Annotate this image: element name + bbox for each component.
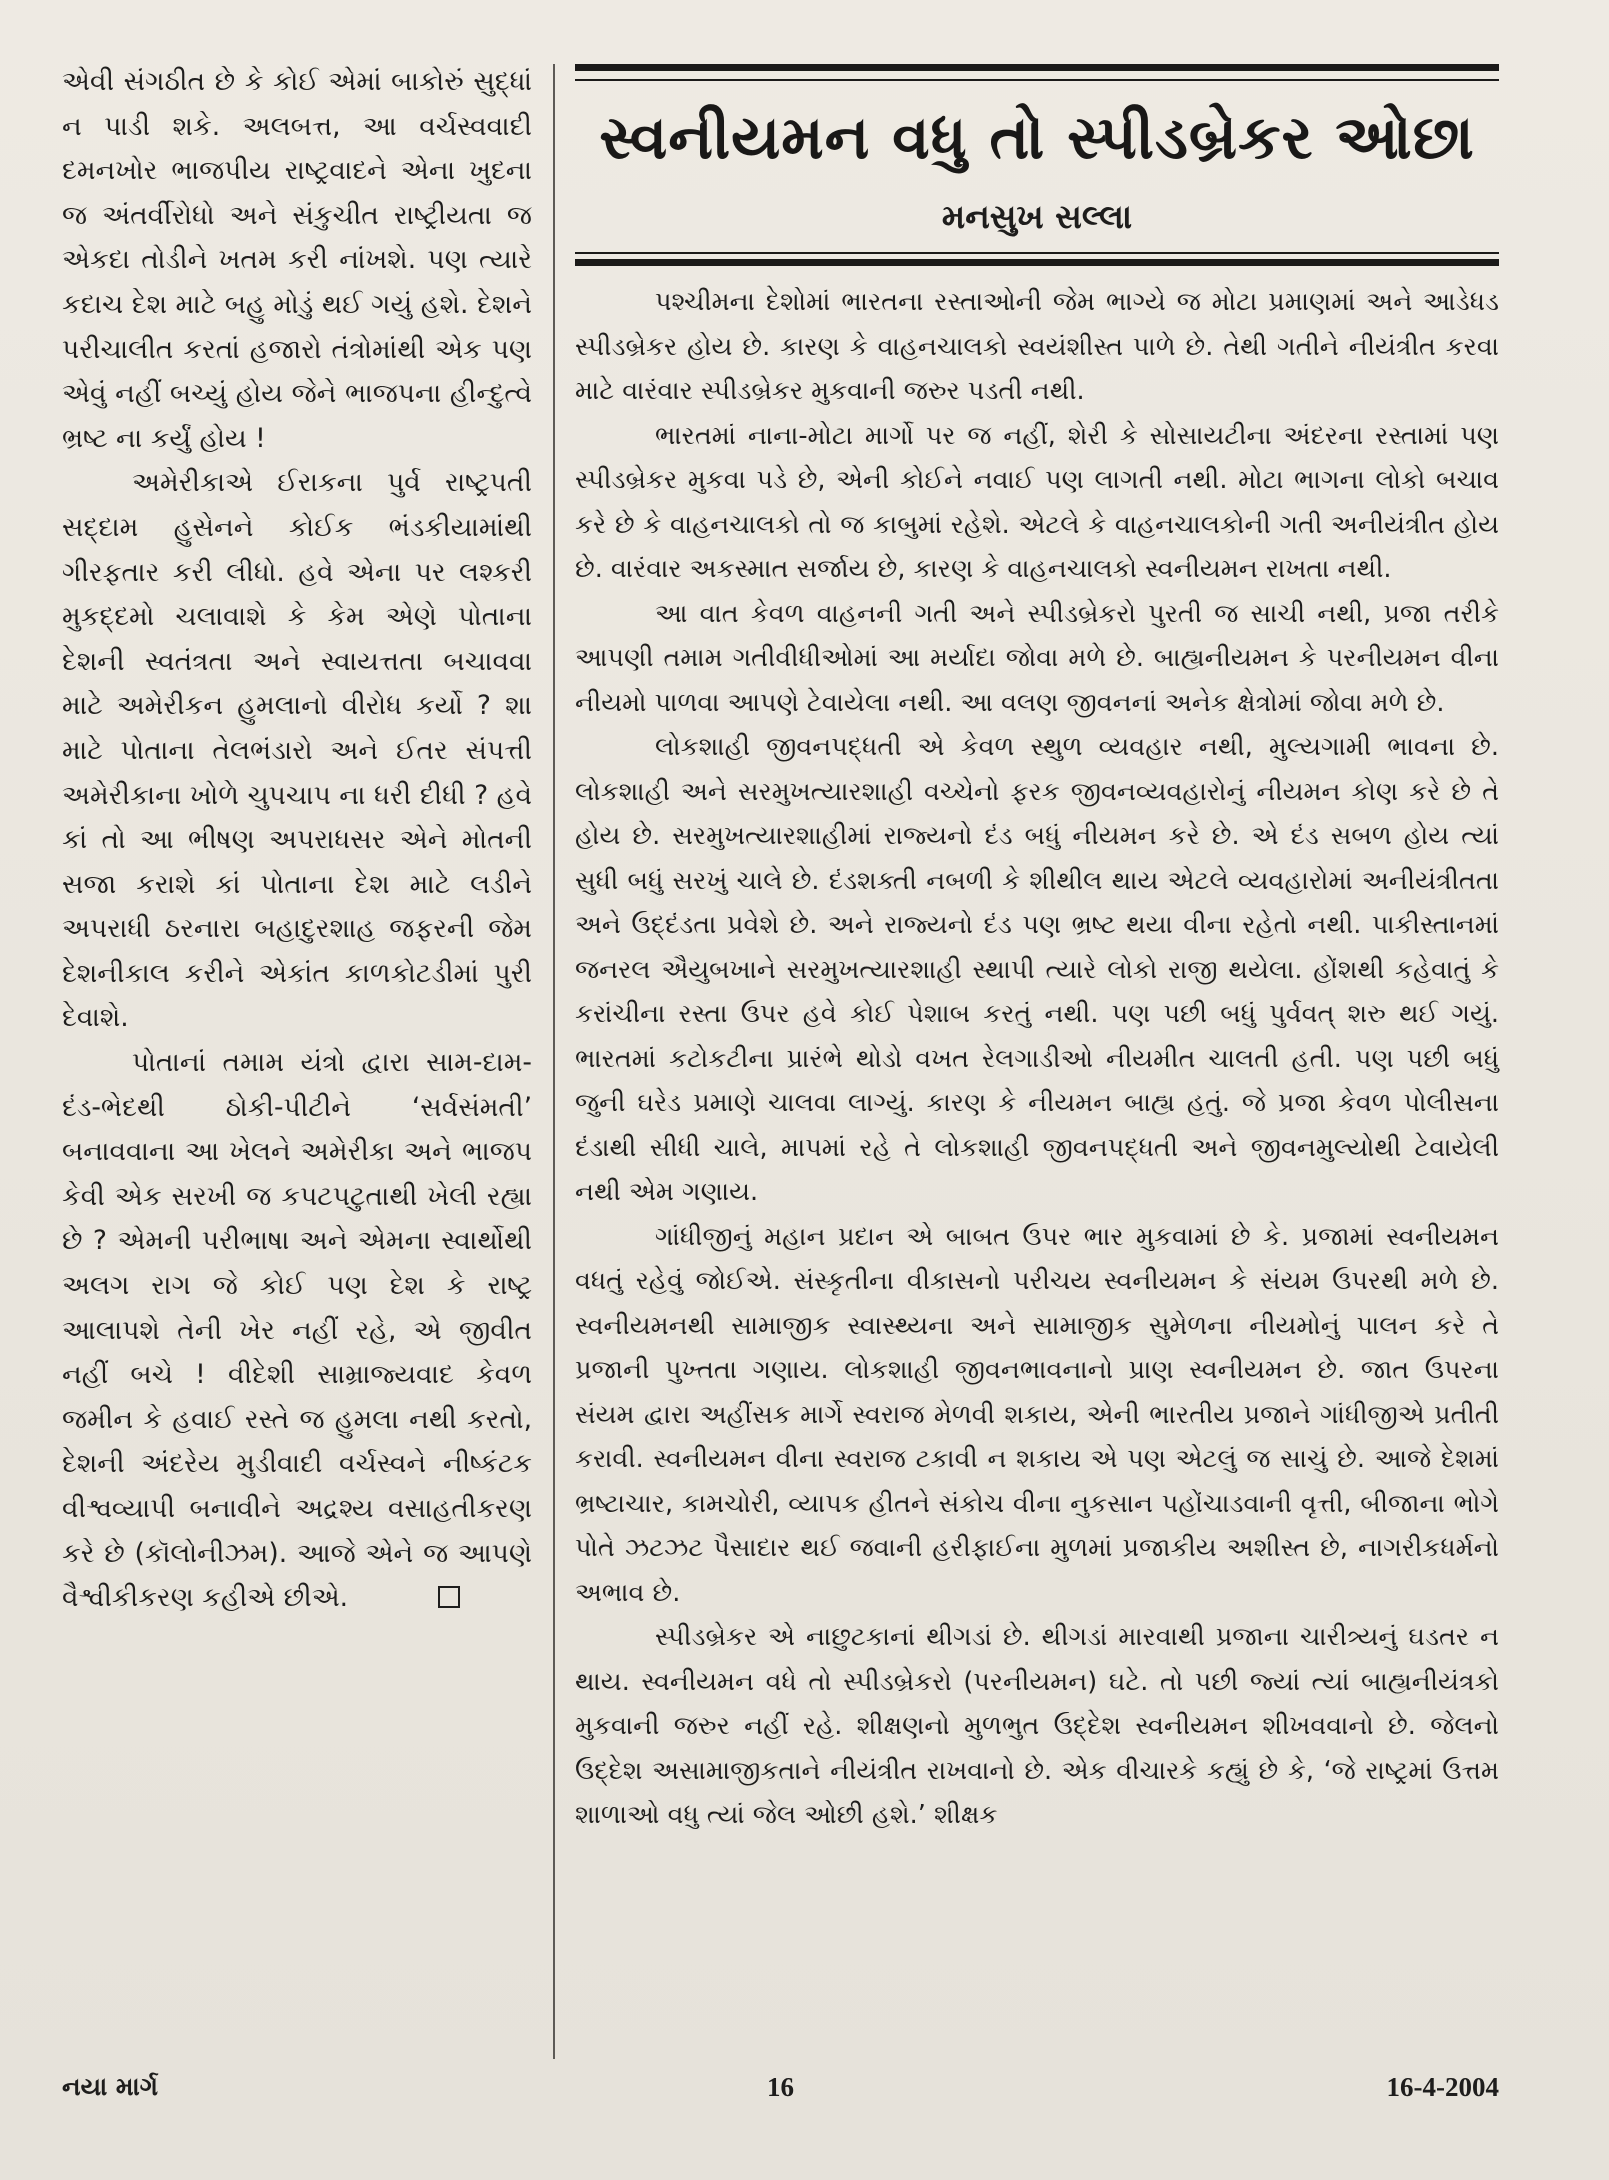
end-mark-icon (438, 1586, 460, 1608)
article-body (575, 280, 1499, 1838)
byline-bottom-thick-rule (575, 259, 1499, 266)
footer-publication: નયા માર્ગ (62, 2072, 158, 2101)
left-paragraph-2: અમેરીકાએ ઈરાકના પુર્વ રાષ્ટ્રપતી સદ્દામ હુસેનને કોઈક ભંડકીયામાંથી ગીરફતાર કરી લીધો. હવે એના પર લશ્કરી મુકદ્દમો ચલાવાશે કે કેમ એણે પોતાના દેશની સ્વતંત્રતા અને સ્વાયત્તતા બચાવવા માટે અમેરીકન હુમલાનો વીરોધ કર્યો ? શા માટે પોતાના તેલભંડારો અને ઈતર સંપત્તી અમેરીકાના ખોળે ચુપચાપ ના ધરી દીધી ? હવે કાં તો આ ભીષણ અપરાધસર એને મોતની સજા કરાશે કાં પોતાના દેશ માટે લડીને અપરાધી ઠરનારા બહાદુરશાહ જફરની જેમ દેશનીકાલ કરીને એકાંત કાળકોટડીમાં પુરી દેવાશે. (62, 467, 532, 1034)
page-footer (62, 2072, 1499, 2112)
left-column (62, 60, 532, 1621)
left-paragraph-3-text: પોતાનાં તમામ યંત્રો દ્વારા સામ-દામ-દંડ-ભેદથી ઠોકી-પીટીને ‘સર્વસંમતી’ બનાવવાના આ ખેલને અમેરીકા અને ભાજપ કેવી એક સરખી જ કપટપટુતાથી ખેલી રહ્યા છે ? એમની પરીભાષા અને એમના સ્વાર્થોથી અલગ રાગ જે કોઈ પણ દેશ કે રાષ્ટ્ર આલાપશે તેની ખેર નહીં રહે, એ જીવીત નહીં બચે ! વીદેશી સામ્રાજ્યવાદ કેવળ જમીન કે હવાઈ રસ્તે જ હુમલા નથી કરતો, દેશની અંદરેય મુડીવાદી વર્ચસ્વને નીષ્કંટક વીશ્વવ્યાપી બનાવીને અદ્રશ્ય વસાહતીકરણ કરે છે (કૉલોનીઝમ). આજે એને જ આપણે વૈશ્વીકીકરણ કહીએ છીએ. (62, 1047, 532, 1614)
article-paragraph-6: સ્પીડબ્રેકર એ નાછુટકાનાં થીગડાં છે. થીગડાં મારવાથી પ્રજાના ચારીત્ર્યનું ઘડતર ન થાય. સ્વનીયમન વધે તો સ્પીડબ્રેકરો (પરનીયમન) ઘટે. તો પછી જ્યાં ત્યાં બાહ્યનીયંત્રકો મુકવાની જરુર નહીં રહે. શીક્ષણનો મુળભુત ઉદ્દેશ સ્વનીયમન શીખવવાનો છે. જેલનો ઉદ્દેશ અસામાજીકતાને નીયંત્રીત રાખવાનો છે. એક વીચારકે કહ્યું છે કે, ‘જે રાષ્ટ્રમાં ઉત્તમ શાળાઓ વધુ ત્યાં જેલ ઓછી હશે.’ શીક્ષક (575, 1622, 1499, 1830)
column-divider (553, 64, 555, 2059)
article-headline: સ્વનીયમન વધુ તો સ્પીડબ્રેકર ઓછા (599, 103, 1475, 173)
article-paragraph-2: ભારતમાં નાના-મોટા માર્ગો પર જ નહીં, શેરી કે સોસાયટીના અંદરના રસ્તામાં પણ સ્પીડબ્રેકર મુકવા પડે છે, એની કોઈને નવાઈ પણ લાગતી નથી. મોટા ભાગના લોકો બચાવ કરે છે કે વાહનચાલકો તો જ કાબુમાં રહેશે. એટલે કે વાહનચાલકોની ગતી અનીયંત્રીત હોય છે. વારંવાર અકસ્માત સર્જાય છે, કારણ કે વાહનચાલકો સ્વનીયમન રાખતા નથી. (575, 420, 1499, 584)
footer-date: 16-4-2004 (1386, 2072, 1499, 2102)
article-paragraph-3: આ વાત કેવળ વાહનની ગતી અને સ્પીડબ્રેકરો પુરતી જ સાચી નથી, પ્રજા તરીકે આપણી તમામ ગતીવીધીઓમાં આ મર્યાદા જોવા મળે છે. બાહ્યનીયમન કે પરનીયમન વીના નીયમો પાળવા આપણે ટેવાયેલા નથી. આ વલણ જીવનનાં અનેક ક્ષેત્રોમાં જોવા મળે છે. (575, 598, 1499, 718)
headline-top-thin-rule (575, 79, 1499, 81)
footer-page-number: 16 (767, 2072, 794, 2102)
left-paragraph-3 (62, 1041, 532, 1621)
article-paragraph-1: પશ્ચીમના દેશોમાં ભારતના રસ્તાઓની જેમ ભાગ્યે જ મોટા પ્રમાણમાં અને આડેધડ સ્પીડબ્રેકર હોય છે. કારણ કે વાહનચાલકો સ્વયંશીસ્ત પાળે છે. તેથી ગતીને નીયંત્રીત કરવા માટે વારંવાર સ્પીડબ્રેકર મુકવાની જરુર પડતી નથી. (575, 287, 1499, 406)
article-paragraph-4: લોકશાહી જીવનપદ્ધતી એ કેવળ સ્થુળ વ્યવહાર નથી, મુલ્યગામી ભાવના છે. લોકશાહી અને સરમુખત્યારશાહી વચ્ચેનો ફરક જીવનવ્યવહારોનું નીયમન કોણ કરે છે તે હોય છે. સરમુખત્યારશાહીમાં રાજ્યનો દંડ બધું નીયમન કરે છે. એ દંડ સબળ હોય ત્યાં સુધી બધું સરખું ચાલે છે. દંડશક્તી નબળી કે શીથીલ થાય એટલે વ્યવહારોમાં અનીયંત્રીતતા અને ઉદ્દંડતા પ્રવેશે છે. અને રાજ્યનો દંડ પણ ભ્રષ્ટ થયા વીના રહેતો નથી. પાકીસ્તાનમાં જનરલ ઐયુબખાને સરમુખત્યારશાહી સ્થાપી ત્યારે લોકો રાજી થયેલા. હોંશથી કહેવાતું કે કરાંચીના રસ્તા ઉપર હવે કોઈ પેશાબ કરતું નથી. પણ પછી બધું પુર્વવત્ શરુ થઈ ગયું. ભારતમાં કટોકટીના પ્રારંભે થોડો વખત રેલગાડીઓ નીયમીત ચાલતી હતી. પણ પછી બધું જુની ઘરેડ પ્રમાણે ચાલવા લાગ્યું. કારણ કે નીયમન બાહ્ય હતું. જે પ્રજા કેવળ પોલીસના દંડાથી સીધી ચાલે, માપમાં રહે તે લોકશાહી જીવનપદ્ધતી અને જીવનમુલ્યોથી ટેવાયેલી નથી એમ ગણાય. (575, 732, 1499, 1207)
left-paragraph-1: એવી સંગઠીત છે કે કોઈ એમાં બાકોરું સુદ્ધાં ન પાડી શકે. અલબત્ત, આ વર્ચસ્વવાદી દમનખોર ભાજપીય રાષ્ટ્રવાદને એના ખુદના જ અંતર્વીરોધો અને સંકુચીત રાષ્ટ્રીયતા જ એકદા તોડીને ખતમ કરી નાંખશે. પણ ત્યારે કદાચ દેશ માટે બહુ મોડું થઈ ગયું હશે. દેશને પરીચાલીત કરતાં હજારો તંત્રોમાંથી એક પણ એવું નહીં બચ્યું હોય જેને ભાજપના હીન્દુત્વે ભ્રષ્ટ ના કર્યું હોય ! (62, 66, 532, 454)
byline-bottom-rule (575, 252, 1499, 254)
article-paragraph-5: ગાંધીજીનું મહાન પ્રદાન એ બાબત ઉપર ભાર મુકવામાં છે કે. પ્રજામાં સ્વનીયમન વધતું રહેવું જોઈએ. સંસ્કૃતીના વીકાસનો પરીચય સ્વનીયમન કે સંયમ ઉપરથી મળે છે. સ્વનીયમનથી સામાજીક સ્વાસ્થ્યના અને સામાજીક સુમેળના નીયમોનું પાલન કરે તે પ્રજાની પુખ્તતા ગણાય. લોકશાહી જીવનભાવનાનો પ્રાણ સ્વનીયમન છે. જાત ઉપરના સંયમ દ્વારા અહીંસક માર્ગે સ્વરાજ મેળવી શકાય, એની ભારતીય પ્રજાને ગાંધીજીએ પ્રતીતી કરાવી. સ્વનીયમન વીના સ્વરાજ ટકાવી ન શકાય એ પણ એટલું જ સાચું છે. આજે દેશમાં ભ્રષ્ટાચાર, કામચોરી, વ્યાપક હીતને સંકોચ વીના નુકસાન પહોંચાડવાની વૃત્તી, બીજાના ભોગે પોતે ઝટઝટ પૈસાદાર થઈ જવાની હરીફાઈના મુળમાં પ્રજાકીય અશીસ્ત છે, નાગરીકધર્મનો અભાવ છે. (575, 1221, 1499, 1608)
headline-top-rule (575, 64, 1499, 71)
article-byline: મનસુખ સલ્લા (941, 197, 1133, 236)
